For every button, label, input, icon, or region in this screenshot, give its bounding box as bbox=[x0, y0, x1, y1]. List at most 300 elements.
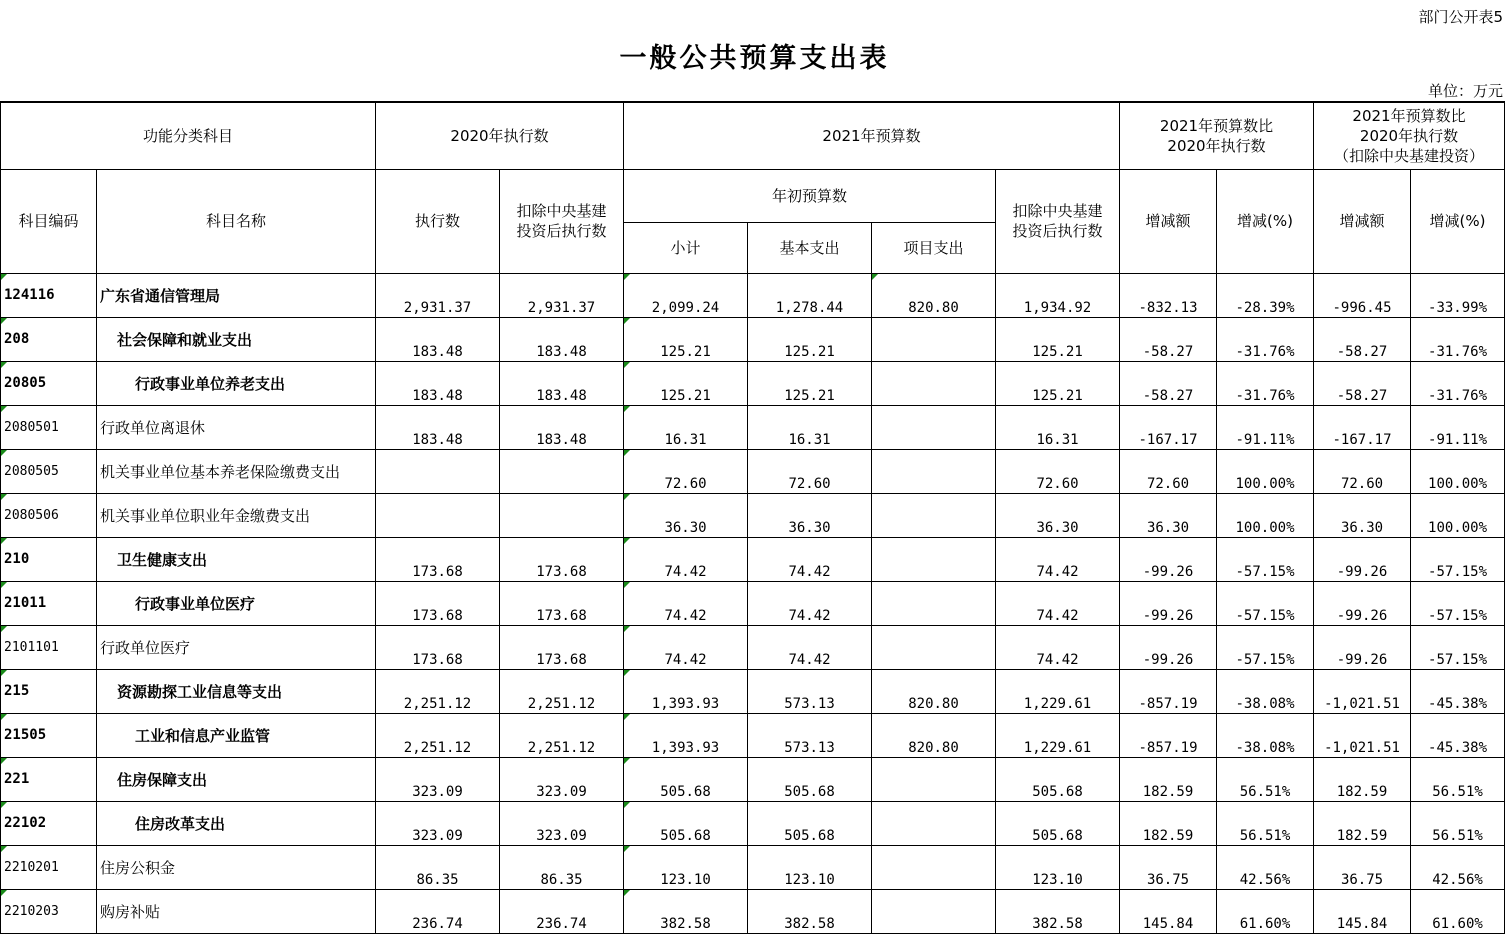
cell-value: 74.42 bbox=[788, 651, 831, 668]
cell-value: -1,021.51 bbox=[1324, 739, 1400, 756]
cell-value: 2,251.12 bbox=[403, 739, 472, 756]
cell-value: 100.00% bbox=[1428, 475, 1488, 492]
cell-value: 505.68 bbox=[660, 783, 711, 800]
cell-value: -31.76% bbox=[1235, 343, 1295, 360]
cell-change-percent-excl bbox=[1411, 493, 1505, 537]
cell-marker-icon bbox=[1, 318, 7, 324]
cell-value: 56.51% bbox=[1239, 783, 1291, 800]
cell-budget-excl bbox=[996, 581, 1120, 625]
row-name: 行政单位医疗 bbox=[97, 625, 376, 669]
cell-marker-icon bbox=[1, 406, 7, 412]
cell-value: 2,099.24 bbox=[651, 299, 720, 316]
cell-exec-excl bbox=[500, 317, 624, 361]
cell-value: 74.42 bbox=[1036, 651, 1079, 668]
cell-change-amount-excl bbox=[1314, 669, 1411, 713]
cell-exec bbox=[376, 493, 500, 537]
cell-value: 183.48 bbox=[536, 343, 587, 360]
cell-value: 72.60 bbox=[1036, 475, 1079, 492]
cell-change-amount bbox=[1120, 317, 1217, 361]
header-change-amount: 增减额 bbox=[1120, 169, 1217, 273]
header-subtotal: 小计 bbox=[624, 222, 748, 273]
cell-value: -857.19 bbox=[1138, 739, 1198, 756]
cell-project bbox=[872, 493, 996, 537]
cell-value: 382.58 bbox=[660, 915, 711, 932]
row-code bbox=[1, 625, 97, 669]
table-header bbox=[1, 102, 1505, 273]
cell-value: 182.59 bbox=[1142, 827, 1194, 844]
cell-value: -91.11% bbox=[1235, 431, 1295, 448]
header-compare-exec-excl: 2021年预算数比 2020年执行数 （扣除中央基建投资） bbox=[1314, 102, 1505, 169]
cell-change-amount-excl bbox=[1314, 273, 1411, 317]
row-code-text: 2210203 bbox=[4, 903, 59, 919]
cell-value: -58.27 bbox=[1142, 387, 1194, 404]
cell-value: 1,393.93 bbox=[651, 739, 720, 756]
cell-change-amount-excl bbox=[1314, 801, 1411, 845]
cell-value: 182.59 bbox=[1336, 783, 1388, 800]
cell-project bbox=[872, 581, 996, 625]
cell-change-amount bbox=[1120, 757, 1217, 801]
cell-value: 36.30 bbox=[1146, 519, 1190, 536]
cell-marker-icon bbox=[624, 362, 630, 368]
cell-change-amount bbox=[1120, 581, 1217, 625]
cell-change-amount-excl bbox=[1314, 449, 1411, 493]
cell-value: 16.31 bbox=[664, 431, 707, 448]
cell-change-percent bbox=[1217, 493, 1314, 537]
cell-value: -57.15% bbox=[1235, 607, 1295, 624]
cell-change-percent-excl bbox=[1411, 889, 1505, 933]
cell-change-amount-excl bbox=[1314, 405, 1411, 449]
cell-value: 505.68 bbox=[1032, 827, 1083, 844]
header-exec: 执行数 bbox=[376, 169, 500, 273]
cell-change-percent bbox=[1217, 757, 1314, 801]
cell-subtotal bbox=[624, 757, 748, 801]
cell-value: 72.60 bbox=[664, 475, 707, 492]
cell-change-amount-excl bbox=[1314, 889, 1411, 933]
cell-change-amount bbox=[1120, 361, 1217, 405]
row-code-text: 2101101 bbox=[4, 639, 59, 655]
cell-exec-excl bbox=[500, 713, 624, 757]
cell-value: -99.26 bbox=[1336, 651, 1388, 668]
cell-change-percent-excl bbox=[1411, 845, 1505, 889]
cell-project bbox=[872, 889, 996, 933]
cell-change-amount bbox=[1120, 537, 1217, 581]
header-change-percent: 增减(%) bbox=[1217, 169, 1314, 273]
cell-value: 74.42 bbox=[664, 563, 707, 580]
cell-value: -31.76% bbox=[1428, 343, 1488, 360]
cell-budget-excl bbox=[996, 449, 1120, 493]
cell-exec bbox=[376, 757, 500, 801]
cell-value: 173.68 bbox=[412, 607, 463, 624]
cell-marker-icon bbox=[1, 714, 7, 720]
cell-change-amount-excl bbox=[1314, 317, 1411, 361]
table-row bbox=[1, 405, 1505, 449]
cell-change-percent bbox=[1217, 889, 1314, 933]
table-row bbox=[1, 317, 1505, 361]
cell-value: 145.84 bbox=[1336, 915, 1388, 932]
cell-subtotal bbox=[624, 801, 748, 845]
header-basic: 基本支出 bbox=[748, 222, 872, 273]
cell-marker-icon bbox=[1, 802, 7, 808]
cell-value: 74.42 bbox=[788, 607, 831, 624]
row-name: 住房改革支出 bbox=[97, 801, 376, 845]
cell-change-percent-excl bbox=[1411, 713, 1505, 757]
cell-marker-icon bbox=[624, 626, 630, 632]
cell-change-amount-excl bbox=[1314, 757, 1411, 801]
cell-value: 125.21 bbox=[660, 387, 711, 404]
cell-budget-excl bbox=[996, 845, 1120, 889]
cell-basic bbox=[748, 757, 872, 801]
cell-project bbox=[872, 317, 996, 361]
table-row bbox=[1, 801, 1505, 845]
cell-value: 2,251.12 bbox=[527, 739, 596, 756]
cell-value: 2,251.12 bbox=[403, 695, 472, 712]
cell-marker-icon bbox=[624, 582, 630, 588]
cell-project bbox=[872, 537, 996, 581]
cell-change-percent bbox=[1217, 537, 1314, 581]
cell-change-percent-excl bbox=[1411, 669, 1505, 713]
cell-change-amount bbox=[1120, 625, 1217, 669]
cell-value: 100.00% bbox=[1428, 519, 1488, 536]
cell-value: 573.13 bbox=[784, 695, 835, 712]
cell-change-percent-excl bbox=[1411, 581, 1505, 625]
cell-value: 100.00% bbox=[1235, 475, 1295, 492]
cell-value: -167.17 bbox=[1138, 431, 1198, 448]
cell-value: 2,251.12 bbox=[527, 695, 596, 712]
cell-value: 36.30 bbox=[1036, 519, 1079, 536]
cell-value: 1,229.61 bbox=[1023, 695, 1092, 712]
cell-basic bbox=[748, 625, 872, 669]
cell-subtotal bbox=[624, 361, 748, 405]
cell-change-amount bbox=[1120, 449, 1217, 493]
cell-change-percent-excl bbox=[1411, 757, 1505, 801]
cell-value: 61.60% bbox=[1432, 915, 1483, 932]
cell-basic bbox=[748, 669, 872, 713]
cell-change-amount-excl bbox=[1314, 537, 1411, 581]
cell-subtotal bbox=[624, 845, 748, 889]
cell-change-percent bbox=[1217, 273, 1314, 317]
cell-basic bbox=[748, 537, 872, 581]
row-name: 社会保障和就业支出 bbox=[97, 317, 376, 361]
row-code-text: 2080501 bbox=[4, 419, 59, 435]
cell-change-percent bbox=[1217, 669, 1314, 713]
cell-change-percent-excl bbox=[1411, 625, 1505, 669]
row-code-text: 210 bbox=[4, 551, 30, 567]
cell-exec-excl bbox=[500, 625, 624, 669]
cell-value: 183.48 bbox=[536, 387, 587, 404]
cell-change-percent bbox=[1217, 713, 1314, 757]
cell-value: 125.21 bbox=[784, 387, 835, 404]
header-change-percent-excl: 增减(%) bbox=[1411, 169, 1505, 273]
cell-basic bbox=[748, 449, 872, 493]
cell-marker-icon bbox=[624, 714, 630, 720]
cell-exec bbox=[376, 845, 500, 889]
cell-value: 72.60 bbox=[788, 475, 831, 492]
cell-marker-icon bbox=[1, 582, 7, 588]
cell-exec-excl bbox=[500, 801, 624, 845]
cell-subtotal bbox=[624, 713, 748, 757]
cell-value: 173.68 bbox=[412, 651, 463, 668]
cell-exec bbox=[376, 625, 500, 669]
cell-value: 182.59 bbox=[1336, 827, 1388, 844]
cell-exec-excl bbox=[500, 449, 624, 493]
row-name: 购房补贴 bbox=[97, 889, 376, 933]
row-code bbox=[1, 273, 97, 317]
cell-value: 1,278.44 bbox=[775, 299, 844, 316]
cell-value: -996.45 bbox=[1332, 299, 1392, 316]
row-name: 住房公积金 bbox=[97, 845, 376, 889]
cell-exec bbox=[376, 273, 500, 317]
cell-project bbox=[872, 801, 996, 845]
cell-project bbox=[872, 405, 996, 449]
cell-marker-icon bbox=[624, 802, 630, 808]
cell-value: 323.09 bbox=[412, 827, 463, 844]
cell-budget-excl bbox=[996, 537, 1120, 581]
cell-value: 2,931.37 bbox=[527, 299, 596, 316]
header-change-amount-excl: 增减额 bbox=[1314, 169, 1411, 273]
cell-exec bbox=[376, 317, 500, 361]
cell-value: 1,393.93 bbox=[651, 695, 720, 712]
cell-exec bbox=[376, 405, 500, 449]
row-name: 机关事业单位职业年金缴费支出 bbox=[97, 493, 376, 537]
header-compare-exec: 2021年预算数比 2020年执行数 bbox=[1120, 102, 1314, 169]
cell-value: 123.10 bbox=[660, 871, 711, 888]
cell-value: 74.42 bbox=[788, 563, 831, 580]
cell-budget-excl bbox=[996, 669, 1120, 713]
cell-value: -57.15% bbox=[1235, 651, 1295, 668]
cell-value: 125.21 bbox=[1032, 343, 1083, 360]
cell-value: 183.48 bbox=[412, 431, 463, 448]
cell-value: 36.30 bbox=[664, 519, 707, 536]
cell-change-percent-excl bbox=[1411, 273, 1505, 317]
table-row bbox=[1, 537, 1505, 581]
cell-value: -31.76% bbox=[1235, 387, 1295, 404]
table-row bbox=[1, 273, 1505, 317]
cell-value: 1,934.92 bbox=[1023, 299, 1092, 316]
row-code bbox=[1, 493, 97, 537]
cell-basic bbox=[748, 713, 872, 757]
header-initial-budget: 年初预算数 bbox=[624, 169, 996, 222]
cell-value: 125.21 bbox=[1032, 387, 1083, 404]
cell-value: -99.26 bbox=[1336, 607, 1388, 624]
cell-value: 56.51% bbox=[1432, 783, 1483, 800]
cell-subtotal bbox=[624, 889, 748, 933]
page-title: 一般公共预算支出表 bbox=[619, 43, 890, 74]
cell-exec bbox=[376, 581, 500, 625]
cell-exec-excl bbox=[500, 845, 624, 889]
row-code bbox=[1, 801, 97, 845]
cell-marker-icon bbox=[624, 318, 630, 324]
row-code bbox=[1, 845, 97, 889]
cell-change-amount-excl bbox=[1314, 625, 1411, 669]
cell-subtotal bbox=[624, 537, 748, 581]
cell-change-amount bbox=[1120, 845, 1217, 889]
cell-change-percent bbox=[1217, 581, 1314, 625]
cell-exec bbox=[376, 669, 500, 713]
row-code-text: 124116 bbox=[4, 287, 55, 303]
cell-change-percent bbox=[1217, 625, 1314, 669]
cell-basic bbox=[748, 317, 872, 361]
cell-value: 2,931.37 bbox=[403, 299, 472, 316]
cell-basic bbox=[748, 405, 872, 449]
cell-subtotal bbox=[624, 449, 748, 493]
row-name: 广东省通信管理局 bbox=[97, 273, 376, 317]
cell-value: 86.35 bbox=[416, 871, 459, 888]
cell-value: 125.21 bbox=[660, 343, 711, 360]
row-code bbox=[1, 889, 97, 933]
cell-value: 16.31 bbox=[788, 431, 831, 448]
cell-change-amount bbox=[1120, 889, 1217, 933]
cell-marker-icon bbox=[624, 494, 630, 500]
cell-value: 86.35 bbox=[540, 871, 583, 888]
row-code-text: 22102 bbox=[4, 815, 47, 831]
cell-subtotal bbox=[624, 625, 748, 669]
cell-value: 382.58 bbox=[784, 915, 835, 932]
cell-marker-icon bbox=[1, 494, 7, 500]
cell-value: 36.30 bbox=[788, 519, 831, 536]
row-name: 工业和信息产业监管 bbox=[97, 713, 376, 757]
cell-value: -38.08% bbox=[1235, 739, 1295, 756]
row-code-text: 20805 bbox=[4, 375, 47, 391]
cell-value: 1,229.61 bbox=[1023, 739, 1092, 756]
row-name: 机关事业单位基本养老保险缴费支出 bbox=[97, 449, 376, 493]
header-budget-2021: 2021年预算数 bbox=[624, 102, 1120, 169]
cell-exec-excl bbox=[500, 405, 624, 449]
cell-value: 323.09 bbox=[536, 783, 587, 800]
cell-change-percent-excl bbox=[1411, 537, 1505, 581]
row-name: 行政事业单位养老支出 bbox=[97, 361, 376, 405]
cell-change-percent bbox=[1217, 361, 1314, 405]
table-row bbox=[1, 361, 1505, 405]
cell-value: 505.68 bbox=[1032, 783, 1083, 800]
cell-exec bbox=[376, 361, 500, 405]
budget-expenditure-table bbox=[0, 101, 1505, 934]
cell-exec-excl bbox=[500, 757, 624, 801]
cell-value: -33.99% bbox=[1428, 299, 1488, 316]
cell-marker-icon bbox=[1, 846, 7, 852]
cell-value: 323.09 bbox=[536, 827, 587, 844]
cell-value: -832.13 bbox=[1138, 299, 1198, 316]
row-code bbox=[1, 317, 97, 361]
header-code: 科目编码 bbox=[1, 169, 97, 273]
cell-change-amount-excl bbox=[1314, 581, 1411, 625]
header-project: 项目支出 bbox=[872, 222, 996, 273]
cell-marker-icon bbox=[1, 626, 7, 632]
cell-change-amount bbox=[1120, 273, 1217, 317]
cell-value: 61.60% bbox=[1239, 915, 1291, 932]
table-row bbox=[1, 625, 1505, 669]
cell-value: -99.26 bbox=[1142, 607, 1194, 624]
cell-marker-icon bbox=[1, 274, 7, 280]
cell-change-amount-excl bbox=[1314, 361, 1411, 405]
cell-exec bbox=[376, 801, 500, 845]
table-row bbox=[1, 845, 1505, 889]
cell-value: -99.26 bbox=[1142, 651, 1194, 668]
cell-value: 382.58 bbox=[1032, 915, 1083, 932]
cell-value: 173.68 bbox=[412, 563, 463, 580]
cell-marker-icon bbox=[1, 538, 7, 544]
header-name: 科目名称 bbox=[97, 169, 376, 273]
cell-change-percent bbox=[1217, 845, 1314, 889]
table-row bbox=[1, 669, 1505, 713]
cell-change-percent-excl bbox=[1411, 801, 1505, 845]
row-code bbox=[1, 361, 97, 405]
cell-budget-excl bbox=[996, 801, 1120, 845]
cell-value: -31.76% bbox=[1428, 387, 1488, 404]
header-func-class: 功能分类科目 bbox=[1, 102, 376, 169]
cell-marker-icon bbox=[1, 890, 7, 896]
cell-value: 183.48 bbox=[536, 431, 587, 448]
cell-exec bbox=[376, 713, 500, 757]
row-name: 住房保障支出 bbox=[97, 757, 376, 801]
cell-basic bbox=[748, 361, 872, 405]
cell-budget-excl bbox=[996, 361, 1120, 405]
cell-value: -99.26 bbox=[1336, 563, 1388, 580]
cell-subtotal bbox=[624, 581, 748, 625]
header-budget-excl: 扣除中央基建 投资后执行数 bbox=[996, 169, 1120, 273]
cell-value: 820.80 bbox=[908, 695, 959, 712]
cell-value: -99.26 bbox=[1142, 563, 1194, 580]
cell-subtotal bbox=[624, 669, 748, 713]
cell-value: 36.75 bbox=[1340, 871, 1384, 888]
cell-value: 183.48 bbox=[412, 343, 463, 360]
cell-project bbox=[872, 361, 996, 405]
cell-project bbox=[872, 449, 996, 493]
cell-value: -857.19 bbox=[1138, 695, 1198, 712]
cell-change-amount-excl bbox=[1314, 845, 1411, 889]
cell-change-percent-excl bbox=[1411, 449, 1505, 493]
header-exec-2020: 2020年执行数 bbox=[376, 102, 624, 169]
cell-project bbox=[872, 625, 996, 669]
cell-value: 573.13 bbox=[784, 739, 835, 756]
cell-value: 36.30 bbox=[1340, 519, 1384, 536]
row-code bbox=[1, 405, 97, 449]
cell-basic bbox=[748, 581, 872, 625]
cell-change-amount-excl bbox=[1314, 493, 1411, 537]
cell-value: 56.51% bbox=[1432, 827, 1483, 844]
row-code bbox=[1, 537, 97, 581]
cell-value: -45.38% bbox=[1428, 695, 1488, 712]
cell-value: 123.10 bbox=[784, 871, 835, 888]
cell-value: 182.59 bbox=[1142, 783, 1194, 800]
cell-change-amount-excl bbox=[1314, 713, 1411, 757]
table-row bbox=[1, 713, 1505, 757]
row-name: 卫生健康支出 bbox=[97, 537, 376, 581]
cell-exec-excl bbox=[500, 273, 624, 317]
row-name: 资源勘探工业信息等支出 bbox=[97, 669, 376, 713]
cell-value: -57.15% bbox=[1235, 563, 1295, 580]
cell-value: -58.27 bbox=[1142, 343, 1194, 360]
cell-marker-icon bbox=[624, 846, 630, 852]
cell-budget-excl bbox=[996, 317, 1120, 361]
cell-project bbox=[872, 273, 996, 317]
header-exec-excl: 扣除中央基建 投资后执行数 bbox=[500, 169, 624, 273]
cell-value: 74.42 bbox=[664, 651, 707, 668]
cell-exec-excl bbox=[500, 537, 624, 581]
cell-exec bbox=[376, 889, 500, 933]
row-code bbox=[1, 581, 97, 625]
cell-value: -58.27 bbox=[1336, 343, 1388, 360]
row-code bbox=[1, 713, 97, 757]
cell-marker-icon bbox=[1, 670, 7, 676]
cell-exec-excl bbox=[500, 493, 624, 537]
row-code-text: 21011 bbox=[4, 595, 47, 611]
table-row bbox=[1, 889, 1505, 933]
cell-budget-excl bbox=[996, 273, 1120, 317]
cell-value: 820.80 bbox=[908, 299, 959, 316]
cell-project bbox=[872, 757, 996, 801]
cell-marker-icon bbox=[872, 274, 878, 280]
cell-value: 183.48 bbox=[412, 387, 463, 404]
